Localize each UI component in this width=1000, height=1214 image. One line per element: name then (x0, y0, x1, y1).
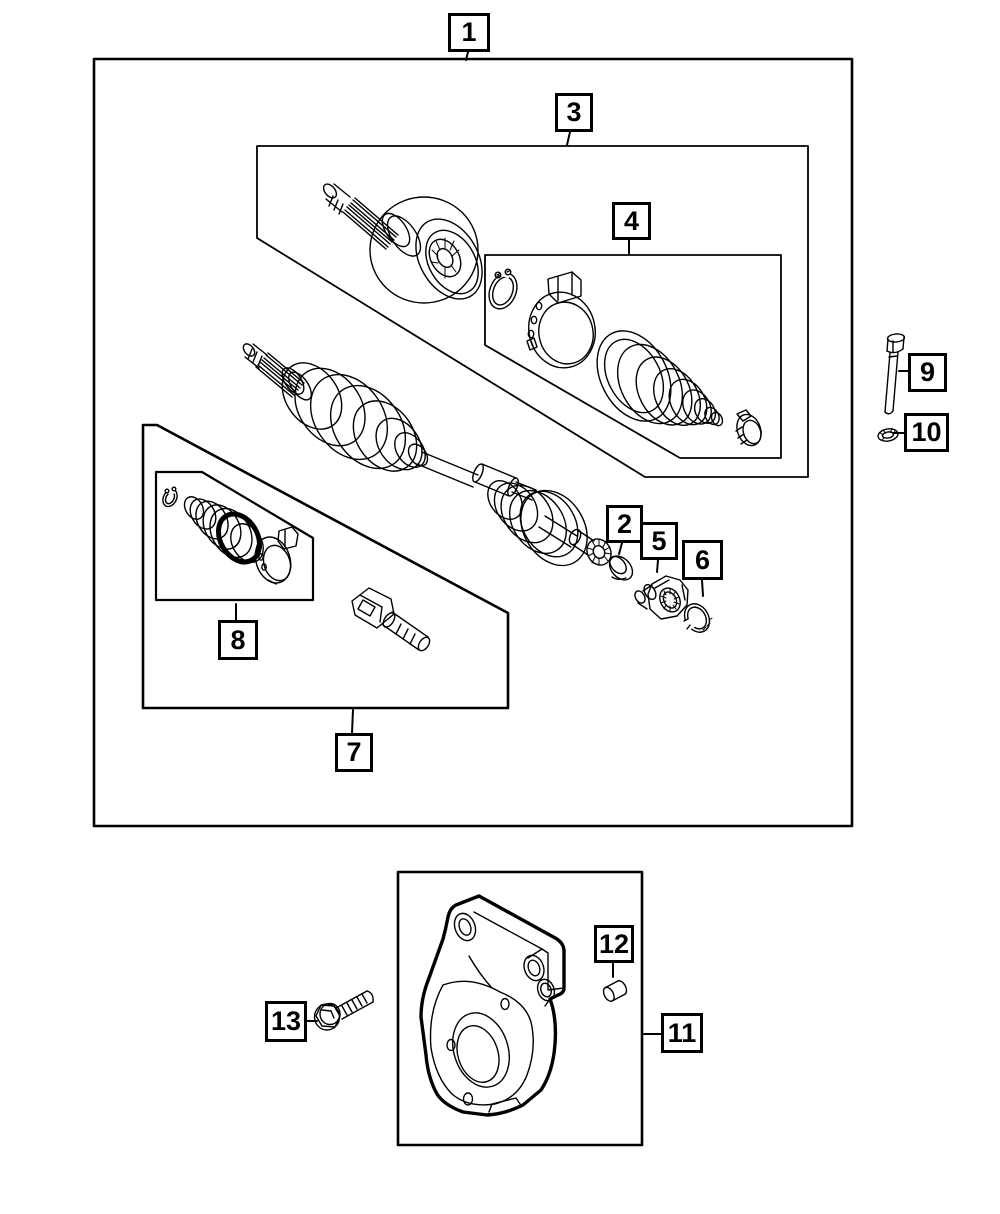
tripod-joint (633, 576, 688, 619)
callout-box-8: 8 (218, 620, 258, 660)
outer-cv-joint (321, 182, 496, 311)
callout-box-2: 2 (606, 505, 643, 543)
callout-box-13: 13 (265, 1001, 307, 1042)
boot-clamp-small (733, 410, 766, 449)
snap-ring (680, 599, 715, 636)
push-clip (877, 427, 899, 442)
boot-clamp-large (522, 272, 602, 374)
callout-box-4: 4 (612, 202, 651, 240)
kit-box-8 (156, 472, 313, 600)
callout-box-3: 3 (555, 93, 593, 132)
cv-boot-large (582, 318, 724, 435)
callout-box-1: 1 (448, 13, 490, 52)
callout-box-7: 7 (335, 733, 373, 772)
callout-box-5: 5 (640, 522, 678, 560)
inner-kit-ring (160, 485, 180, 509)
cone-washer (605, 552, 637, 585)
kit-box-7 (143, 425, 508, 708)
bushing (601, 979, 628, 1003)
callout-box-9: 9 (908, 353, 947, 392)
damper-stub (352, 588, 432, 653)
bolt-long (885, 333, 905, 414)
callout-box-10: 10 (904, 413, 949, 452)
callout-box-6: 6 (682, 540, 723, 580)
callout-box-11: 11 (661, 1013, 703, 1053)
snap-ring-kit (484, 262, 522, 313)
flange-bolt (315, 991, 374, 1030)
callout-box-12: 12 (594, 925, 634, 963)
assembly-box-1 (94, 59, 852, 826)
mount-bracket (421, 896, 564, 1115)
